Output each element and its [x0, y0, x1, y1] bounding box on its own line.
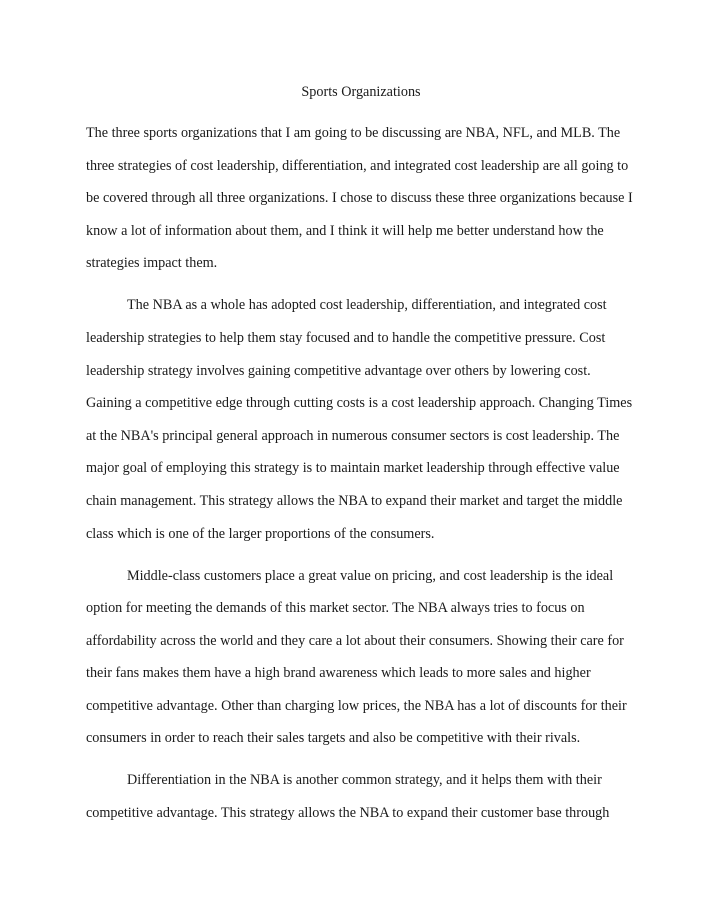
text-line: their fans makes them have a high brand awareness which leads to more sales and higher: [86, 665, 591, 682]
text-line: strategies impact them.: [86, 255, 218, 272]
text-line: major goal of employing this strategy is to maintain market leadership through effective value: [86, 460, 620, 477]
paragraph-spacer: [86, 286, 634, 295]
text-line: Differentiation in the NBA is another common strategy, and it helps them with their: [127, 772, 602, 789]
text-line: The NBA as a whole has adopted cost leadership, differentiation, and integrated cost: [127, 297, 607, 314]
text-line: Gaining a competitive edge through cutting costs is a cost leadership approach. Changing Times: [86, 395, 633, 412]
text-line: know a lot of information about them, and I think it will help me better understand how the: [86, 222, 604, 239]
text-line: at the NBA's principal general approach in numerous consumer sectors is cost leadership. The: [86, 427, 620, 444]
paragraph: [86, 295, 634, 556]
text-line: consumers in order to reach their sales targets and also be competitive with their rivals.: [86, 730, 581, 747]
document-body: [86, 123, 634, 836]
paragraph: [86, 566, 634, 762]
text-line: chain management. This strategy allows the NBA to expand their market and target the middle: [86, 492, 623, 509]
text-line: leadership strategy involves gaining competitive advantage over others by lowering cost.: [86, 362, 591, 379]
text-line: competitive advantage. This strategy allows the NBA to expand their customer base through: [86, 805, 610, 822]
paragraph-spacer: [86, 761, 634, 770]
text-line: class which is one of the larger proportions of the consumers.: [86, 525, 435, 542]
text-line: affordability across the world and they care a lot about their consumers. Showing their care for: [86, 632, 624, 649]
text-line: be covered through all three organizations. I chose to discuss these three organizations because I: [86, 190, 633, 207]
text-line: competitive advantage. Other than charging low prices, the NBA has a lot of discounts for their: [86, 697, 627, 714]
paragraph: [86, 123, 634, 286]
text-line: option for meeting the demands of this market sector. The NBA always tries to focus on: [86, 600, 585, 617]
text-line: The three sports organizations that I am going to be discussing are NBA, NFL, and MLB. The: [86, 125, 621, 141]
paragraph: [86, 770, 634, 835]
text-line: leadership strategies to help them stay focused and to handle the competitive pressure. Cost: [86, 329, 606, 346]
text-line: Middle-class customers place a great value on pricing, and cost leadership is the ideal: [127, 567, 614, 584]
text-line: three strategies of cost leadership, differentiation, and integrated cost leadership are all going to: [86, 157, 629, 174]
document-title: Sports Organizations: [301, 84, 421, 100]
paragraph-spacer: [86, 556, 634, 565]
